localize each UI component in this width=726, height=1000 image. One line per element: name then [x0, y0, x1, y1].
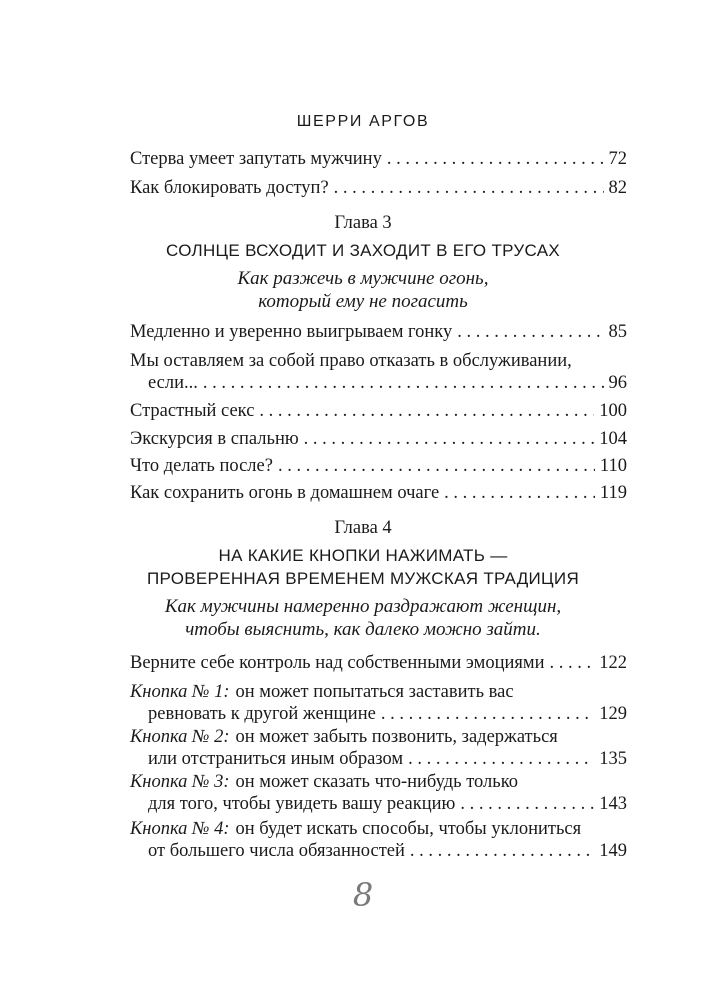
toc-entry — [130, 321, 627, 343]
toc-entry-first-line — [130, 818, 581, 840]
entry-title: он будет искать способы, чтобы уклониться — [235, 819, 582, 839]
entry-page: 85 — [608, 322, 627, 342]
leader-dots — [203, 372, 604, 394]
leader-dots — [387, 148, 604, 170]
toc-entry-continuation — [148, 840, 627, 862]
toc-entry-continuation — [148, 793, 627, 815]
toc-entry — [130, 455, 627, 477]
leader-dots — [410, 840, 594, 862]
chapter-label: Глава 4 — [334, 518, 392, 538]
entry-page: 110 — [599, 456, 627, 476]
toc-entry — [130, 482, 627, 504]
entry-page: 135 — [599, 749, 627, 769]
entry-title: Страстный секс — [130, 401, 255, 421]
entry-page: 122 — [599, 653, 627, 673]
toc-entry — [130, 400, 627, 422]
entry-title: Мы оставляем за собой право отказать в обслуживании, — [130, 351, 572, 371]
toc-entry-first-line — [130, 726, 558, 748]
entry-title-cont: если... — [148, 373, 198, 393]
chapter-title: СОЛНЦЕ ВСХОДИТ И ЗАХОДИТ В ЕГО ТРУСАХ — [165, 241, 560, 260]
chapter-label: Глава 3 — [334, 213, 392, 233]
entry-title: Медленно и уверенно выигрываем гонку — [130, 322, 453, 342]
entry-page: 129 — [599, 704, 627, 724]
entry-title: он может попытаться заставить вас — [235, 682, 514, 702]
toc-entry — [130, 652, 627, 674]
entry-page: 149 — [599, 841, 627, 861]
entry-title: Как блокировать доступ? — [130, 178, 329, 198]
entry-title: Стерва умеет запутать мужчину — [130, 149, 382, 169]
toc-entry-continuation — [148, 372, 627, 394]
leader-dots — [278, 455, 595, 477]
page-number: 8 — [352, 876, 374, 914]
chapter-title: ПРОВЕРЕННАЯ ВРЕМЕНЕМ МУЖСКАЯ ТРАДИЦИЯ — [146, 569, 580, 588]
chapter-title: НА КАКИЕ КНОПКИ НАЖИМАТЬ — — [218, 546, 508, 565]
chapter-subtitle: Как разжечь в мужчине огонь, — [237, 268, 489, 289]
entry-page: 104 — [599, 429, 627, 449]
entry-page: 72 — [608, 149, 627, 169]
toc-entry-first-line — [130, 681, 514, 703]
entry-page: 82 — [608, 178, 627, 198]
leader-dots — [334, 177, 604, 199]
entry-title: Что делать после? — [130, 456, 273, 476]
entry-title-cont: или отстраниться иным образом — [148, 749, 404, 769]
leader-dots — [550, 652, 595, 674]
toc-entry-continuation — [148, 748, 627, 770]
leader-dots — [408, 748, 594, 770]
button-label: Кнопка № 2: — [130, 727, 230, 747]
leader-dots — [444, 482, 595, 504]
leader-dots — [460, 793, 594, 815]
entry-title-cont: для того, чтобы увидеть вашу реакцию — [148, 794, 456, 814]
entry-page: 96 — [608, 373, 627, 393]
toc-entry — [130, 148, 627, 170]
entry-title: Верните себе контроль над собственными эмоциями — [130, 653, 545, 673]
chapter-subtitle: Как мужчины намеренно раздражают женщин, — [164, 596, 562, 617]
entry-title-cont: ревновать к другой женщине — [148, 704, 376, 724]
chapter-subtitle: который ему не погасить — [258, 291, 468, 312]
button-label: Кнопка № 4: — [130, 819, 230, 839]
entry-title: Экскурсия в спальню — [130, 429, 299, 449]
toc-entry-first-line — [130, 771, 518, 793]
chapter-subtitle: чтобы выяснить, как далеко можно зайти. — [185, 619, 541, 640]
leader-dots — [457, 321, 603, 343]
button-label: Кнопка № 3: — [130, 772, 230, 792]
entry-title: он может сказать что-нибудь только — [235, 772, 519, 792]
entry-title: он может забыть позвонить, задержаться — [235, 727, 558, 747]
entry-title-cont: от большего числа обязанностей — [148, 841, 405, 861]
button-label: Кнопка № 1: — [130, 682, 230, 702]
toc-entry — [130, 428, 627, 450]
entry-title: Как сохранить огонь в домашнем очаге — [130, 483, 440, 503]
entry-page: 100 — [599, 401, 627, 421]
leader-dots — [259, 400, 594, 422]
leader-dots — [304, 428, 595, 450]
entry-page: 119 — [599, 483, 627, 503]
leader-dots — [381, 703, 594, 725]
running-head: ШЕРРИ АРГОВ — [296, 113, 430, 130]
toc-entry — [130, 177, 627, 199]
entry-page: 143 — [599, 794, 627, 814]
toc-entry-continuation — [148, 703, 627, 725]
